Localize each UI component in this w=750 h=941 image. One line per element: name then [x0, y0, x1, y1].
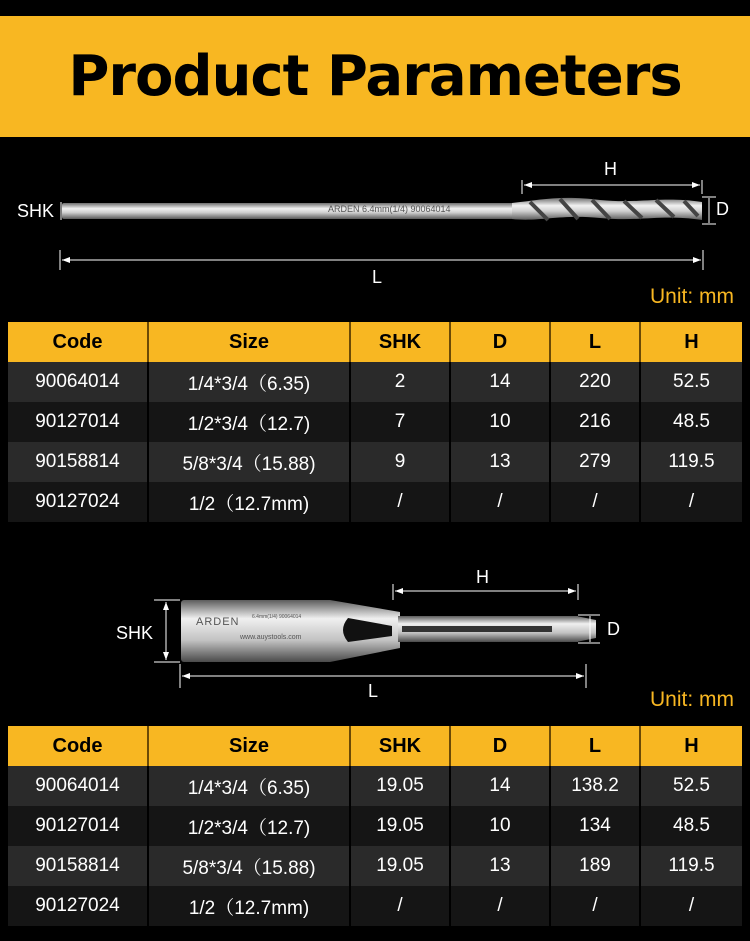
cell-shk: 19.05 [350, 846, 450, 886]
cell-d: 14 [450, 766, 550, 806]
mortise-chisel-diagram [0, 560, 750, 720]
cell-code: 90158814 [8, 846, 148, 886]
cell-h: 52.5 [640, 766, 742, 806]
cell-h: 48.5 [640, 402, 742, 442]
cell-l: 279 [550, 442, 640, 482]
header-h: H [640, 322, 742, 362]
cell-size: 5/8*3/4（15.88) [148, 846, 350, 886]
cell-shk: 9 [350, 442, 450, 482]
cell-l: 134 [550, 806, 640, 846]
table-row [8, 362, 742, 402]
engraving-spec-text: 6.4mm(1/4) 90064014 [252, 614, 302, 620]
header-l: L [550, 726, 640, 766]
dim-h-label: H [476, 567, 489, 587]
cell-shk: 19.05 [350, 766, 450, 806]
table-row [8, 806, 742, 846]
header-l: L [550, 322, 640, 362]
table-row [8, 846, 742, 886]
cell-h: 48.5 [640, 806, 742, 846]
header-d: D [450, 322, 550, 362]
cell-size: 1/4*3/4（6.35) [148, 766, 350, 806]
header-code: Code [8, 726, 148, 766]
table-row [8, 402, 742, 442]
header-shk: SHK [350, 322, 450, 362]
engraving-url-text: www.auystools.com [240, 634, 302, 641]
header-shk: SHK [350, 726, 450, 766]
cell-size: 1/4*3/4（6.35) [148, 362, 350, 402]
spec-table [8, 322, 742, 522]
cell-l: 216 [550, 402, 640, 442]
spec-table [8, 726, 742, 926]
cell-l: 189 [550, 846, 640, 886]
cell-shk: / [350, 886, 450, 926]
unit-label: Unit: mm [650, 285, 734, 308]
cell-shk: / [350, 482, 450, 522]
table-header-row [8, 726, 742, 766]
table-row [8, 886, 742, 926]
cell-d: / [450, 886, 550, 926]
header-size: Size [148, 726, 350, 766]
page-title: Product Parameters [68, 44, 682, 109]
header-d: D [450, 726, 550, 766]
cell-h: / [640, 482, 742, 522]
cell-code: 90127014 [8, 402, 148, 442]
cell-d: 10 [450, 806, 550, 846]
cell-code: 90127024 [8, 482, 148, 522]
cell-size: 1/2（12.7mm) [148, 886, 350, 926]
dim-shk-label: SHK [17, 201, 55, 221]
dim-l-label: L [368, 681, 379, 701]
cell-l: / [550, 482, 640, 522]
table-row [8, 482, 742, 522]
cell-d: 14 [450, 362, 550, 402]
table-row [8, 766, 742, 806]
cell-d: 13 [450, 846, 550, 886]
unit-label: Unit: mm [650, 688, 734, 711]
title-banner [0, 16, 750, 137]
dim-h-label: H [604, 159, 617, 179]
cell-d: / [450, 482, 550, 522]
cell-h: 119.5 [640, 846, 742, 886]
cell-d: 13 [450, 442, 550, 482]
cell-shk: 7 [350, 402, 450, 442]
header-h: H [640, 726, 742, 766]
cell-size: 1/2*3/4（12.7) [148, 806, 350, 846]
cell-code: 90064014 [8, 766, 148, 806]
cell-h: 119.5 [640, 442, 742, 482]
cell-code: 90127014 [8, 806, 148, 846]
cell-code: 90127024 [8, 886, 148, 926]
cell-l: 138.2 [550, 766, 640, 806]
cell-d: 10 [450, 402, 550, 442]
engraving-text: ARDEN 6.4mm(1/4) 90064014 [328, 204, 451, 214]
header-size: Size [148, 322, 350, 362]
cell-shk: 19.05 [350, 806, 450, 846]
drill-bit-diagram [0, 150, 750, 290]
cell-size: 1/2*3/4（12.7) [148, 402, 350, 442]
dim-shk-label: SHK [116, 623, 154, 643]
cell-shk: 2 [350, 362, 450, 402]
table-header-row [8, 322, 742, 362]
header-code: Code [8, 322, 148, 362]
cell-size: 5/8*3/4（15.88) [148, 442, 350, 482]
dim-d-label: D [607, 619, 620, 639]
cell-h: 52.5 [640, 362, 742, 402]
table-row [8, 442, 742, 482]
cell-code: 90158814 [8, 442, 148, 482]
cell-code: 90064014 [8, 362, 148, 402]
cell-l: / [550, 886, 640, 926]
dim-d-label: D [716, 199, 729, 219]
cell-h: / [640, 886, 742, 926]
cell-size: 1/2（12.7mm) [148, 482, 350, 522]
cell-l: 220 [550, 362, 640, 402]
dim-l-label: L [372, 267, 383, 287]
engraving-text: ARDEN [196, 616, 240, 628]
